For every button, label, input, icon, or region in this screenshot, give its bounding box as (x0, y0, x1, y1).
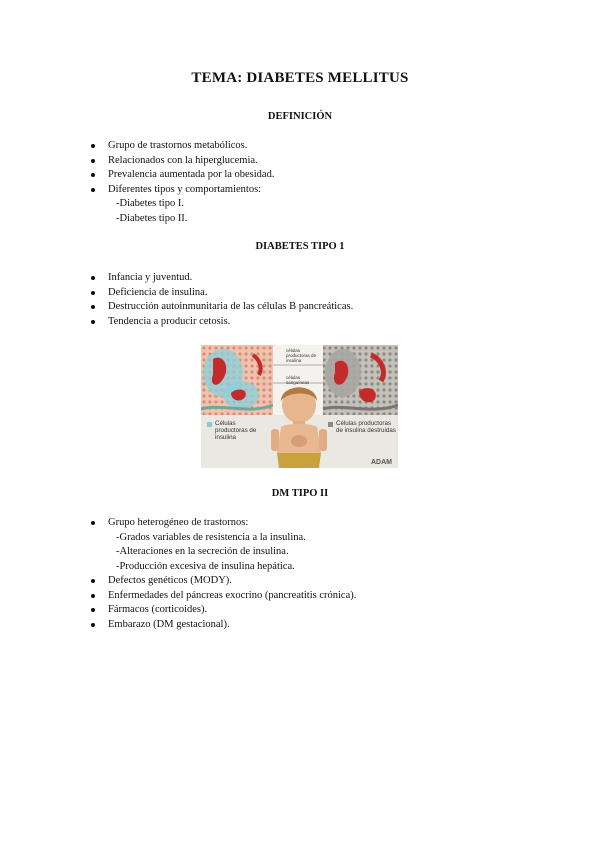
list-item: Prevalencia aumentada por la obesidad. (0, 168, 274, 183)
legend-right: Células productoras de insulina destruidas (336, 420, 396, 434)
list-item: Tendencia a producir cetosis. (0, 315, 353, 330)
section-heading-definicion: DEFINICIÓN (267, 111, 333, 122)
list-item: Enfermedades del páncreas exocrino (pancreatitis crónica). (0, 589, 356, 604)
sub-list-item: -Diabetes tipo II. (116, 212, 188, 224)
legend-swatch-teal (207, 422, 212, 427)
section-heading-tipo2: DM TIPO II (271, 488, 329, 499)
list-item: Embarazo (DM gestacional). (0, 618, 356, 633)
callout-bottom: células sanguíneas (286, 375, 310, 385)
list-item: Destrucción autoinmunitaria de las células B pancreáticas. (0, 300, 353, 315)
list-item: Fármacos (corticoides). (0, 603, 356, 618)
section-heading-tipo1: DIABETES TIPO 1 (255, 241, 345, 252)
sub-list-item: -Diabetes tipo I. (116, 198, 184, 209)
list-item: Infancia y juventud. (0, 271, 353, 286)
legend-left: Células productoras de insulina (215, 420, 257, 441)
sub-list-item: -Producción excesiva de insulina hepática. (116, 560, 295, 572)
illustration-graphic (201, 345, 398, 468)
sub-list-item: -Grados variables de resistencia a la insulina. (116, 531, 306, 543)
tipo1-list (0, 271, 353, 329)
list-item: Grupo de trastornos metabólicos. (0, 139, 274, 154)
list-item: Relacionados con la hiperglucemia. (0, 154, 274, 169)
list-item: Grupo heterogéneo de trastornos: (0, 516, 356, 531)
list-item: Defectos genéticos (MODY). (0, 574, 356, 589)
legend-swatch-grey (328, 422, 333, 427)
sub-list-item: -Alteraciones en la secreción de insulina. (116, 546, 289, 557)
tipo2-list (0, 516, 356, 632)
callout-top: células productoras de insulina (286, 348, 317, 363)
diabetes-illustration (201, 345, 398, 468)
brand-logo: ADAM (371, 459, 392, 466)
page-title: TEMA: DIABETES MELLITUS (191, 70, 409, 86)
list-item: Diferentes tipos y comportamientos: (0, 183, 274, 198)
list-item: Deficiencia de insulina. (0, 286, 353, 301)
definicion-list (0, 139, 274, 226)
